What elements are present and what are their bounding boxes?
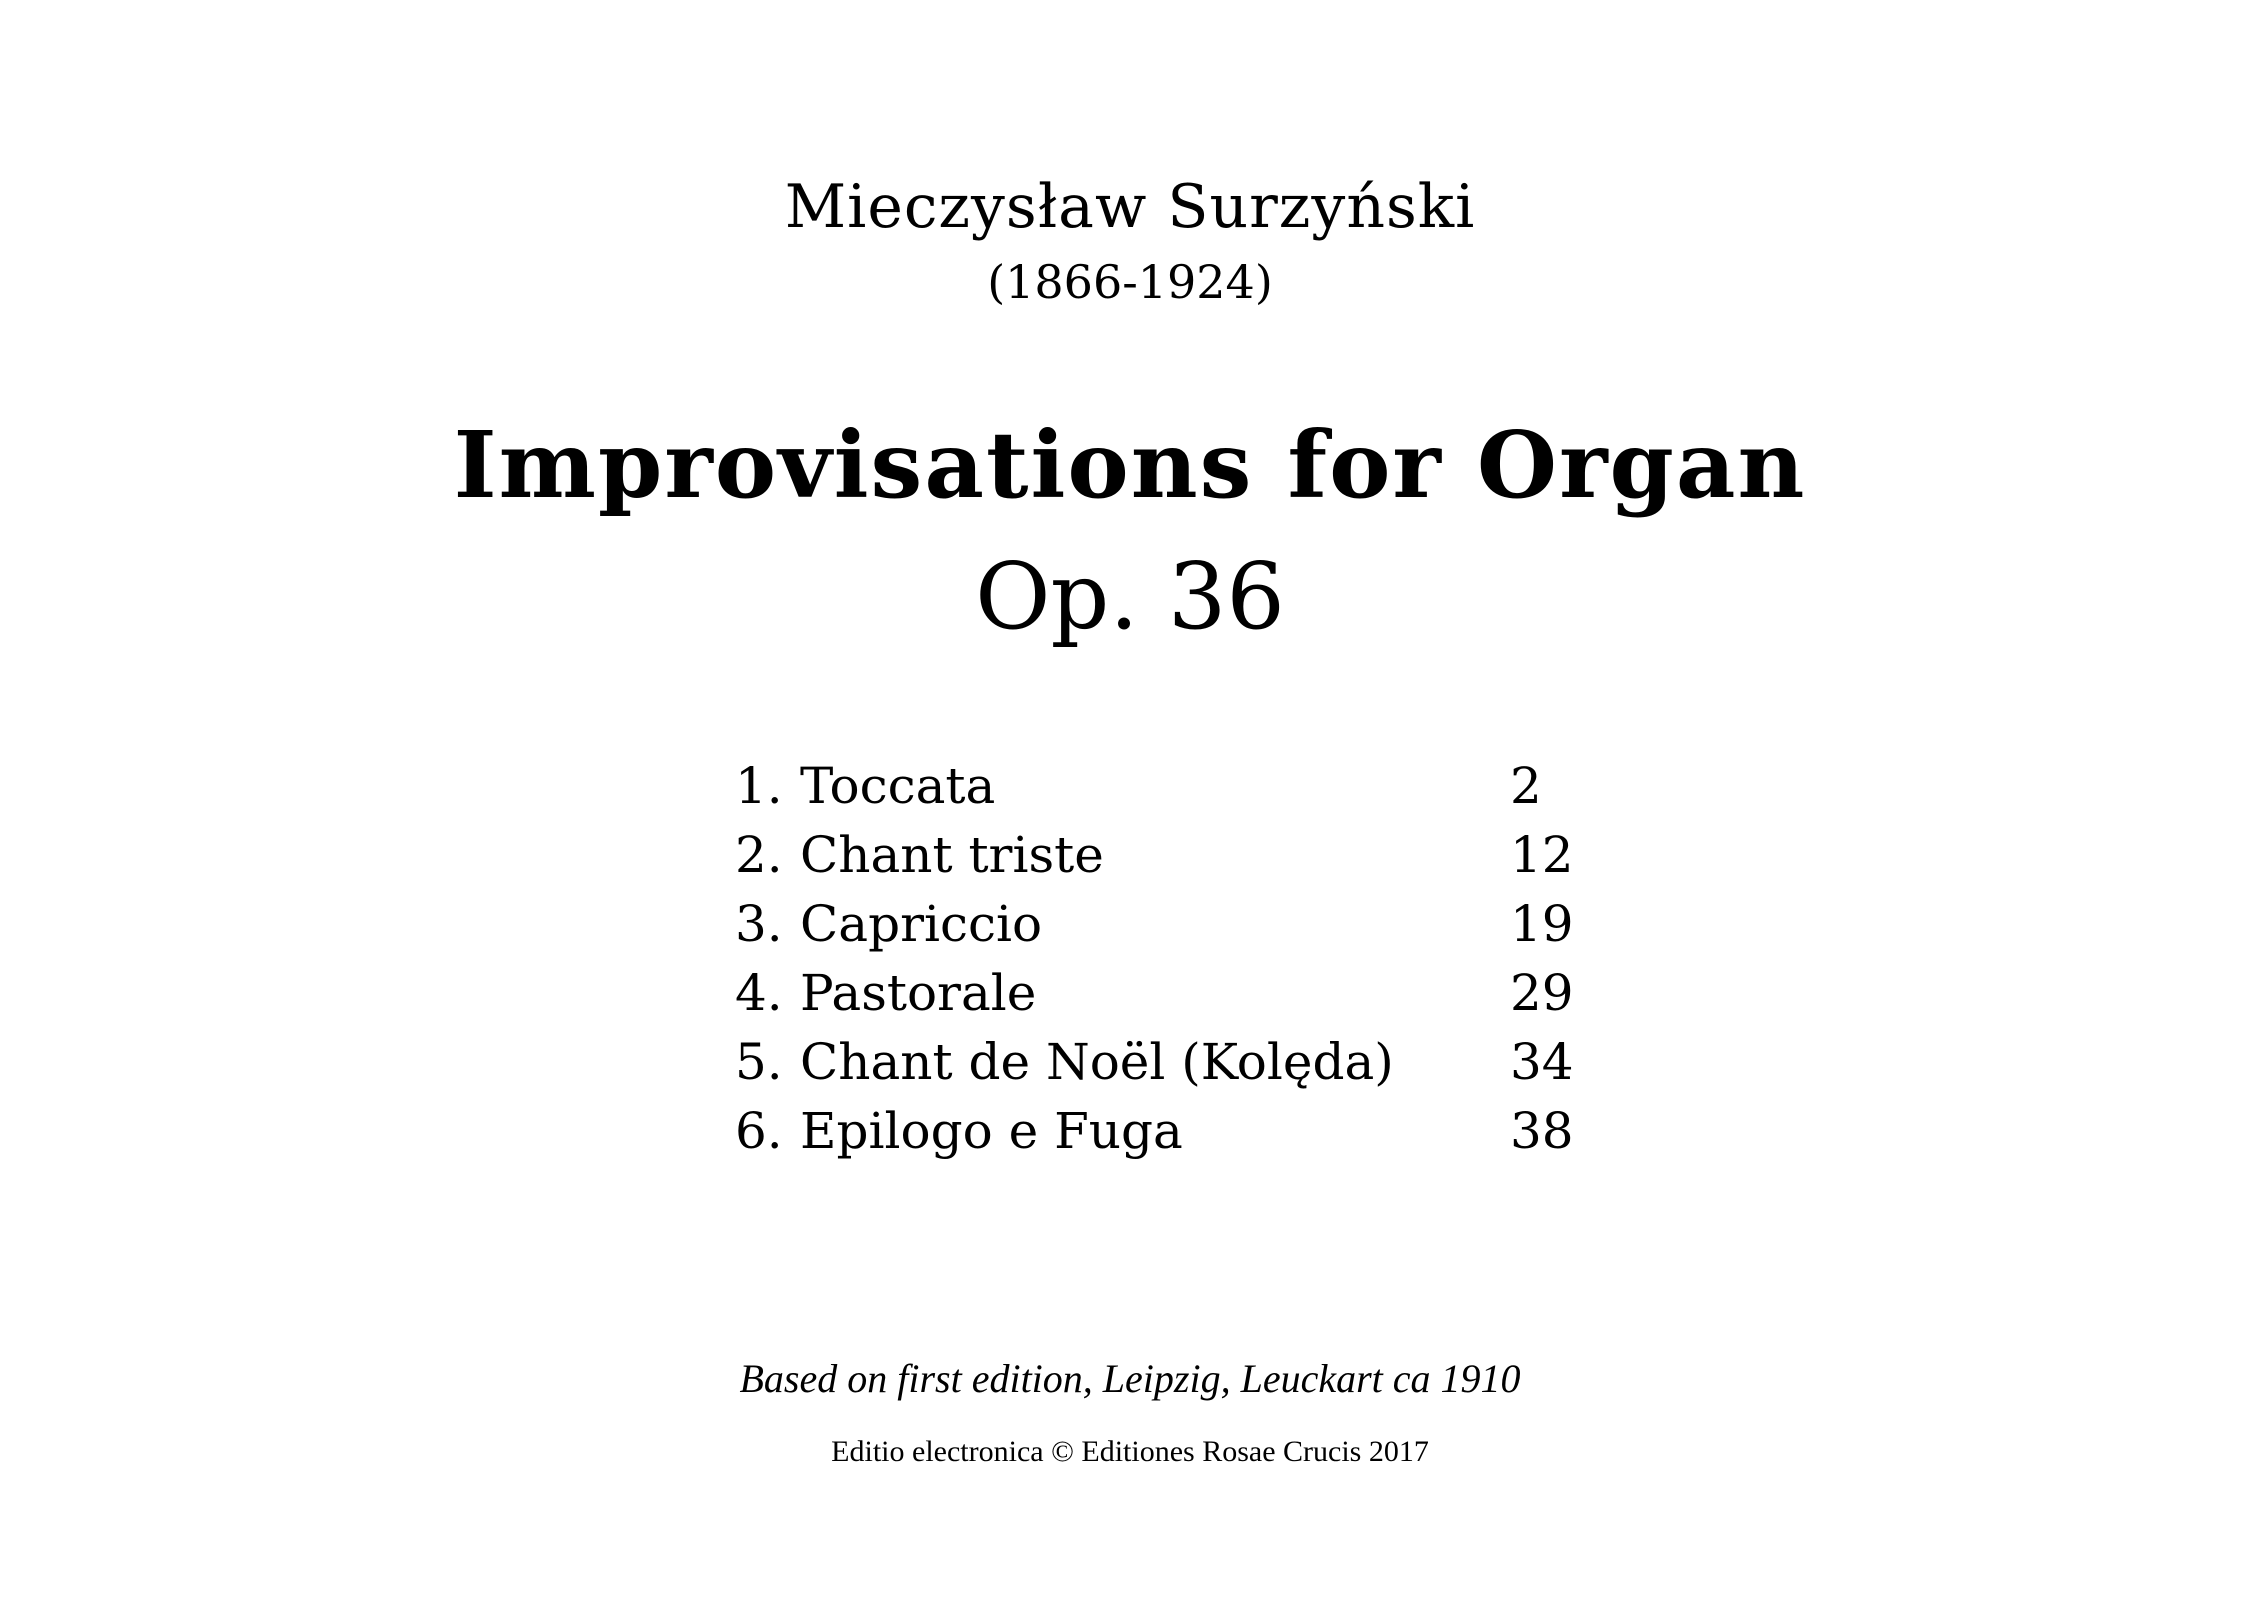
entry-number: 2.	[735, 826, 783, 884]
composer-name: Mieczysław Surzyński	[784, 172, 1476, 242]
entry-title: Capriccio	[800, 895, 1043, 953]
entry-title: Chant triste	[800, 826, 1104, 884]
entry-number: 1.	[735, 757, 783, 815]
entry-number: 4.	[735, 964, 783, 1022]
edition-source-note: Based on first edition, Leipzig, Leuckart ca 1910	[739, 1356, 1521, 1401]
entry-number: 3.	[735, 895, 783, 953]
copyright-notice: Editio electronica © Editiones Rosae Crucis 2017	[831, 1435, 1429, 1468]
entry-page: 38	[1510, 1102, 1574, 1160]
entry-page: 19	[1510, 895, 1574, 953]
work-title: Improvisations for Organ	[453, 411, 1807, 519]
entry-title: Toccata	[800, 757, 996, 815]
contents-entry	[735, 821, 1595, 890]
contents-entry	[735, 752, 1595, 821]
opus-number: Op. 36	[975, 543, 1285, 650]
entry-number: 5.	[735, 1033, 783, 1091]
entry-number: 6.	[735, 1102, 783, 1160]
entry-title: Chant de Noël (Kolęda)	[800, 1033, 1394, 1091]
contents-entry	[735, 959, 1595, 1028]
contents-entry	[735, 890, 1595, 959]
entry-page: 29	[1510, 964, 1574, 1022]
table-of-contents	[735, 752, 1595, 1166]
entry-page: 34	[1510, 1033, 1574, 1091]
contents-entry	[735, 1028, 1595, 1097]
contents-entry	[735, 1097, 1595, 1166]
entry-page: 2	[1510, 757, 1542, 815]
composer-dates: (1866-1924)	[987, 255, 1273, 309]
entry-title: Pastorale	[800, 964, 1037, 1022]
entry-title: Epilogo e Fuga	[800, 1102, 1183, 1160]
entry-page: 12	[1510, 826, 1574, 884]
